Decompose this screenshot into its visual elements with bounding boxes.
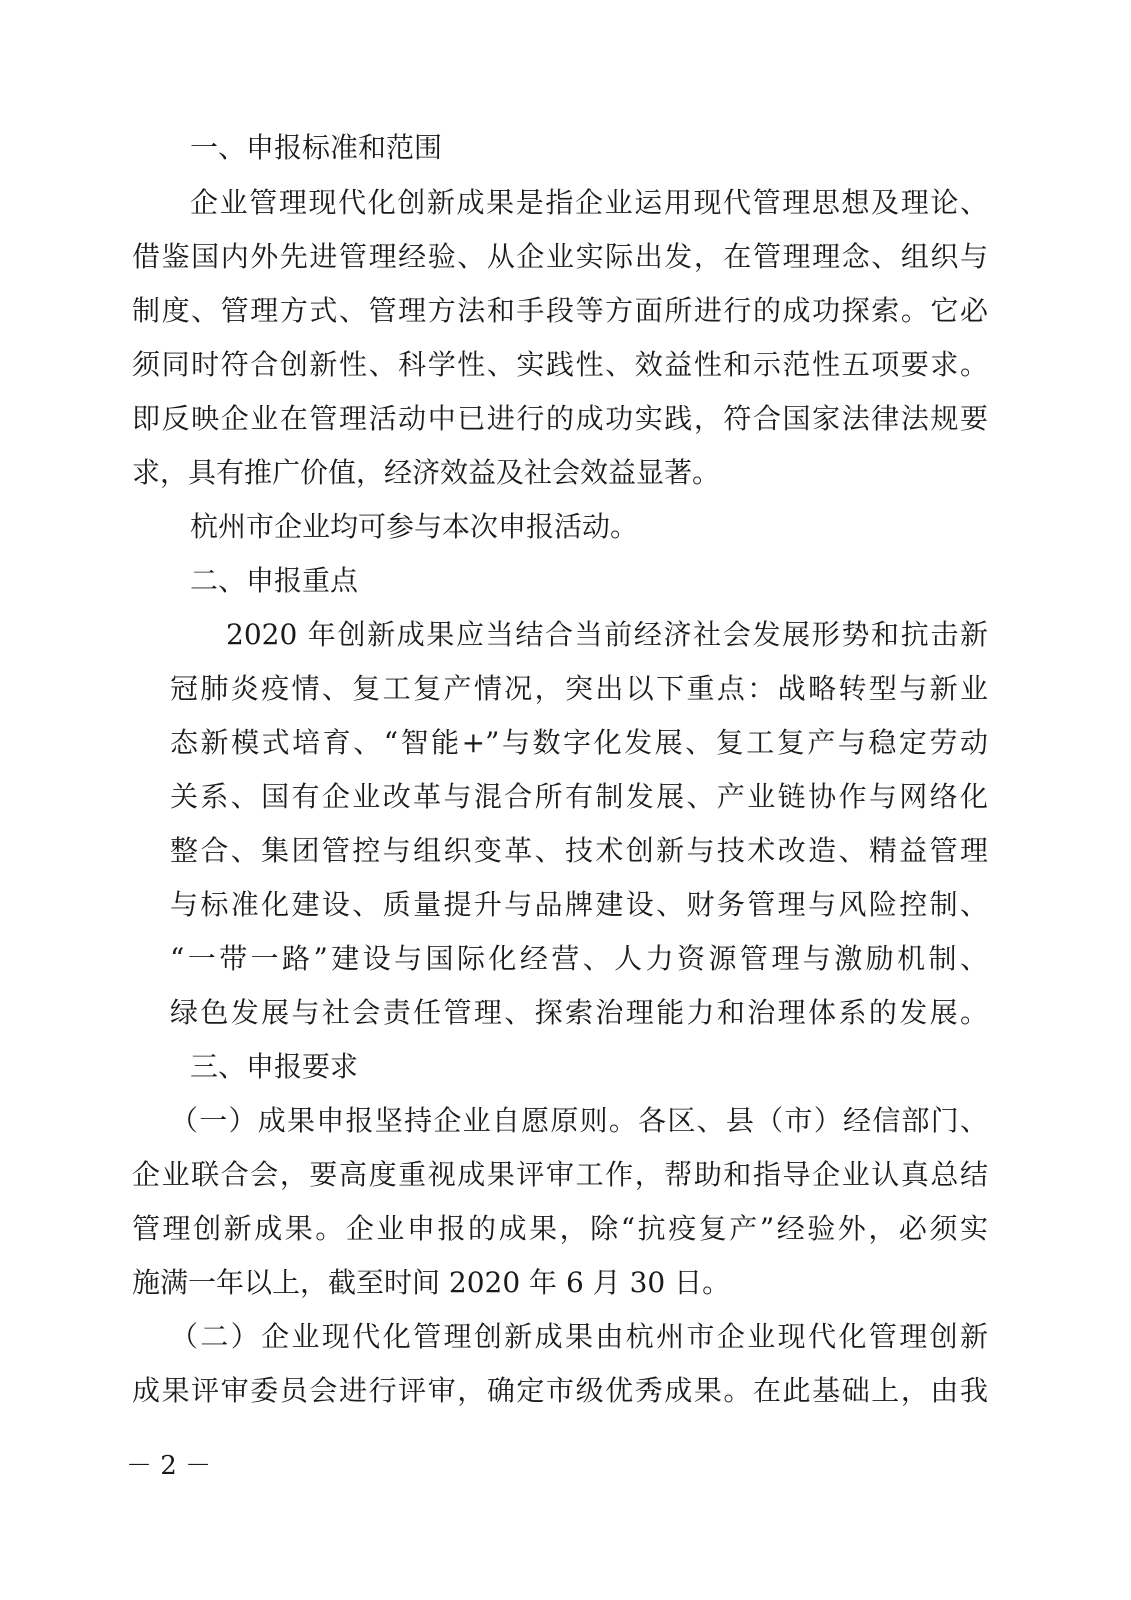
text-line: 态新模式培育、“智能+”与数字化发展、复工复产与稳定劳动: [170, 726, 988, 759]
text-line: 管理创新成果。企业申报的成果，除“抗疫复产”经验外，必须实: [132, 1212, 988, 1245]
page-number: － 2 －: [126, 1451, 212, 1481]
section-1-heading: 一、申报标准和范围: [190, 131, 443, 164]
text-line: 企业管理现代化创新成果是指企业运用现代管理思想及理论、: [190, 186, 988, 219]
text-line: 制度、管理方式、管理方法和手段等方面所进行的成功探索。它必: [132, 294, 988, 327]
text-line: （二）企业现代化管理创新成果由杭州市企业现代化管理创新: [170, 1320, 988, 1353]
text-line: 即反映企业在管理活动中已进行的成功实践，符合国家法律法规要: [132, 402, 988, 435]
text-line: 与标准化建设、质量提升与品牌建设、财务管理与风险控制、: [170, 888, 988, 921]
text-line: 整合、集团管控与组织变革、技术创新与技术改造、精益管理: [170, 834, 988, 867]
text-line: 须同时符合创新性、科学性、实践性、效益性和示范性五项要求。: [132, 348, 988, 381]
text-line: 施满一年以上，截至时间 2020 年 6 月 30 日。: [132, 1266, 731, 1299]
text-line: 企业联合会，要高度重视成果评审工作，帮助和指导企业认真总结: [132, 1158, 988, 1191]
text-line: （一）成果申报坚持企业自愿原则。各区、县（市）经信部门、: [170, 1104, 988, 1137]
text-line: 冠肺炎疫情、复工复产情况，突出以下重点：战略转型与新业: [170, 672, 988, 705]
text-line: 成果评审委员会进行评审，确定市级优秀成果。在此基础上，由我: [132, 1374, 988, 1407]
text-line: 借鉴国内外先进管理经验、从企业实际出发，在管理理念、组织与: [132, 240, 988, 273]
text-line: 关系、国有企业改革与混合所有制发展、产业链协作与网络化: [170, 780, 988, 813]
text-line: 绿色发展与社会责任管理、探索治理能力和治理体系的发展。: [170, 996, 988, 1029]
text-line: 求，具有推广价值，经济效益及社会效益显著。: [132, 456, 721, 489]
section-2-heading: 二、申报重点: [190, 564, 359, 597]
text-line: 2020 年创新成果应当结合当前经济社会发展形势和抗击新: [226, 618, 988, 651]
section-1-paragraph-2: 杭州市企业均可参与本次申报活动。: [190, 510, 639, 543]
text-line: “一带一路”建设与国际化经营、人力资源管理与激励机制、: [170, 942, 988, 975]
section-3-heading: 三、申报要求: [190, 1050, 359, 1083]
